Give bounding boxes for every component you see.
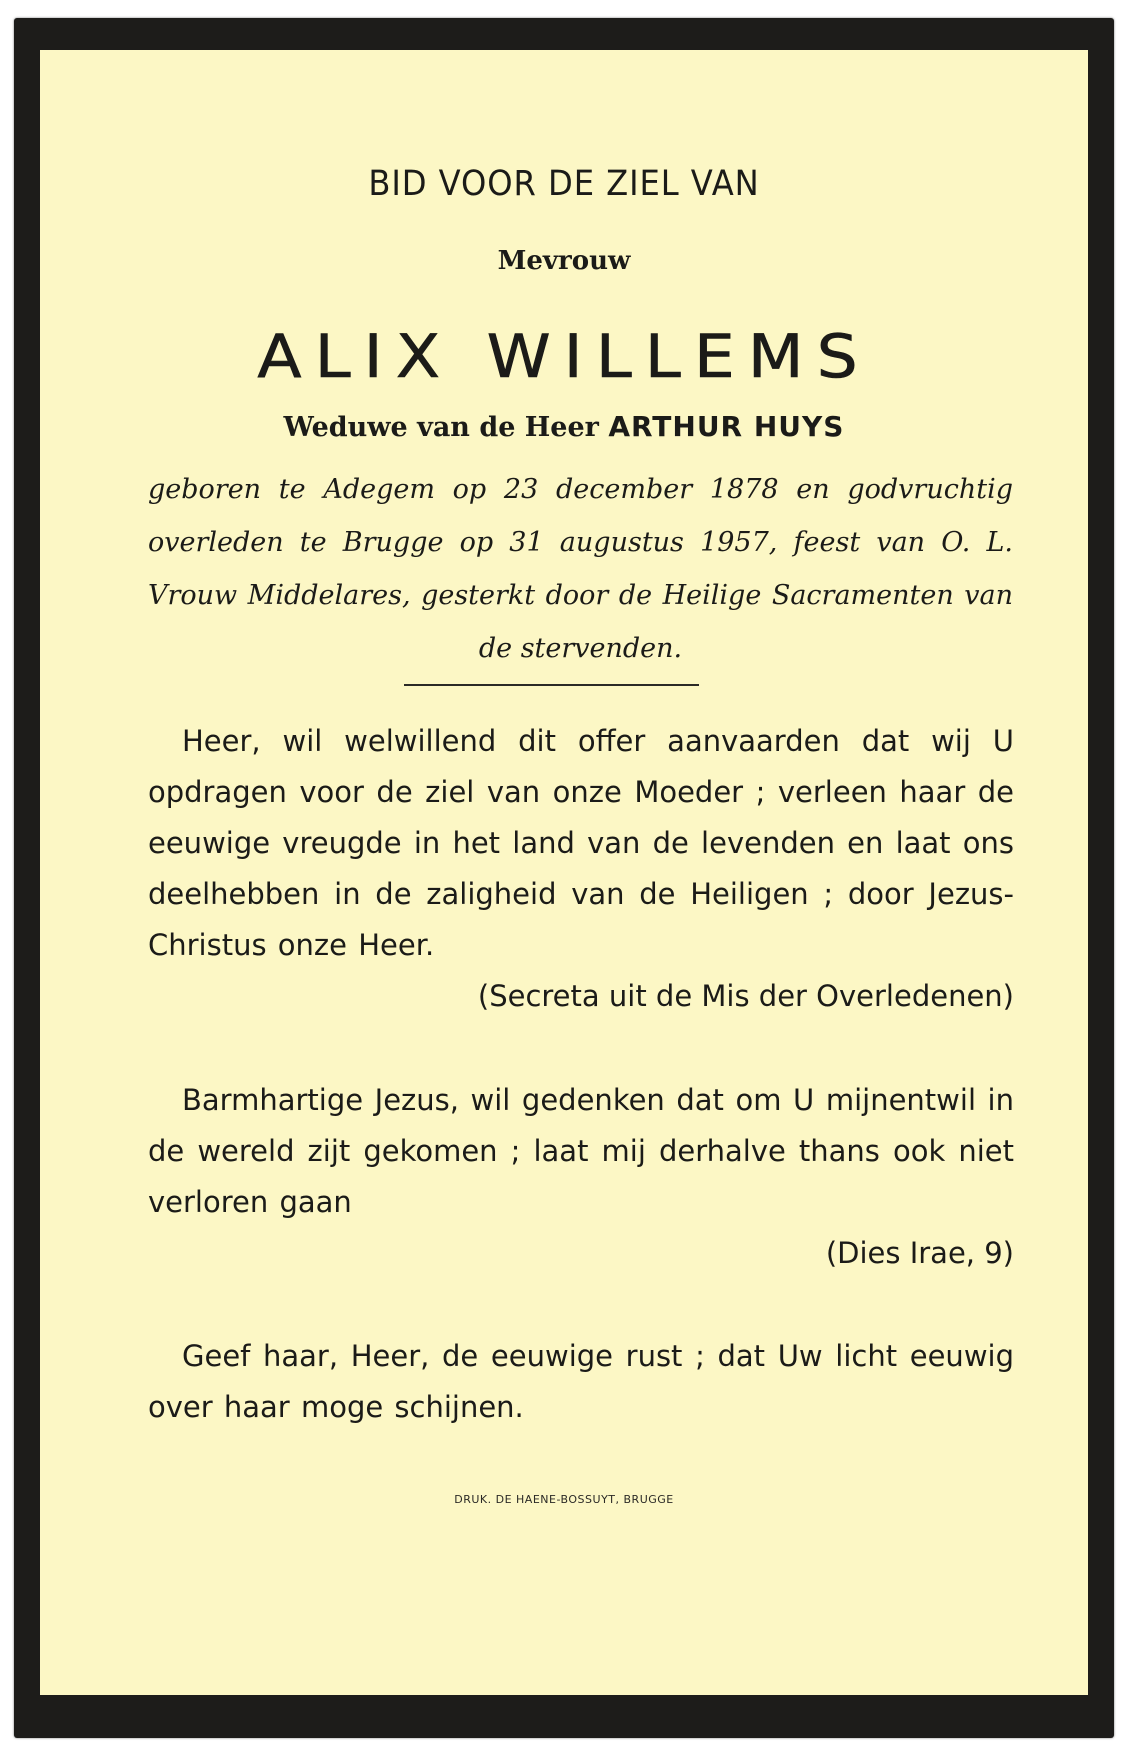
mourning-card <box>40 50 1088 1695</box>
prayer-2-source: (Dies Irae, 9) <box>825 1236 1014 1270</box>
salutation: Mevrouw <box>497 246 631 276</box>
prayer-3-text: Geef haar, Heer, de eeuwige rust ; dat Uw licht eeuwig over haar moge schijnen. <box>148 1339 1014 1424</box>
printer-credit: DRUK. DE HAENE-BOSSUYT, BRUGGE <box>454 1493 674 1506</box>
spouse-name: ARTHUR HUYS <box>608 410 845 443</box>
biography-text: geboren te Adegem op 23 december 1878 en godvruchtig overleden te Brugge op 31 augustus 1957, feest van O. L. Vrouw Middelares, gesterkt door de Heilige Sacramenten van de stervenden. <box>148 474 1013 664</box>
divider-line <box>404 684 699 686</box>
widow-prefix: Weduwe van de Heer <box>283 412 599 443</box>
deceased-name: ALIX WILLEMS <box>257 322 871 392</box>
card-heading: BID VOOR DE ZIEL VAN <box>368 164 760 204</box>
widow-line <box>40 410 1088 443</box>
mourning-card-border <box>14 18 1114 1738</box>
prayer-1-source: (Secreta uit de Mis der Overledenen) <box>477 979 1014 1013</box>
prayer-1-text: Heer, wil welwillend dit offer aanvaarden dat wij U opdragen voor de ziel van onze Moeder ; verleen haar de eeuwige vreugde in het land van de levenden en laat ons deelhebben in de zaligheid van de Heiligen ; door Jezus-Christus onze Heer. <box>148 724 1014 962</box>
prayer-2-text: Barmhartige Jezus, wil gedenken dat om U mijnentwil in de wereld zijt gekomen ; laat mij derhalve thans ook niet verloren gaan <box>148 1083 1014 1219</box>
